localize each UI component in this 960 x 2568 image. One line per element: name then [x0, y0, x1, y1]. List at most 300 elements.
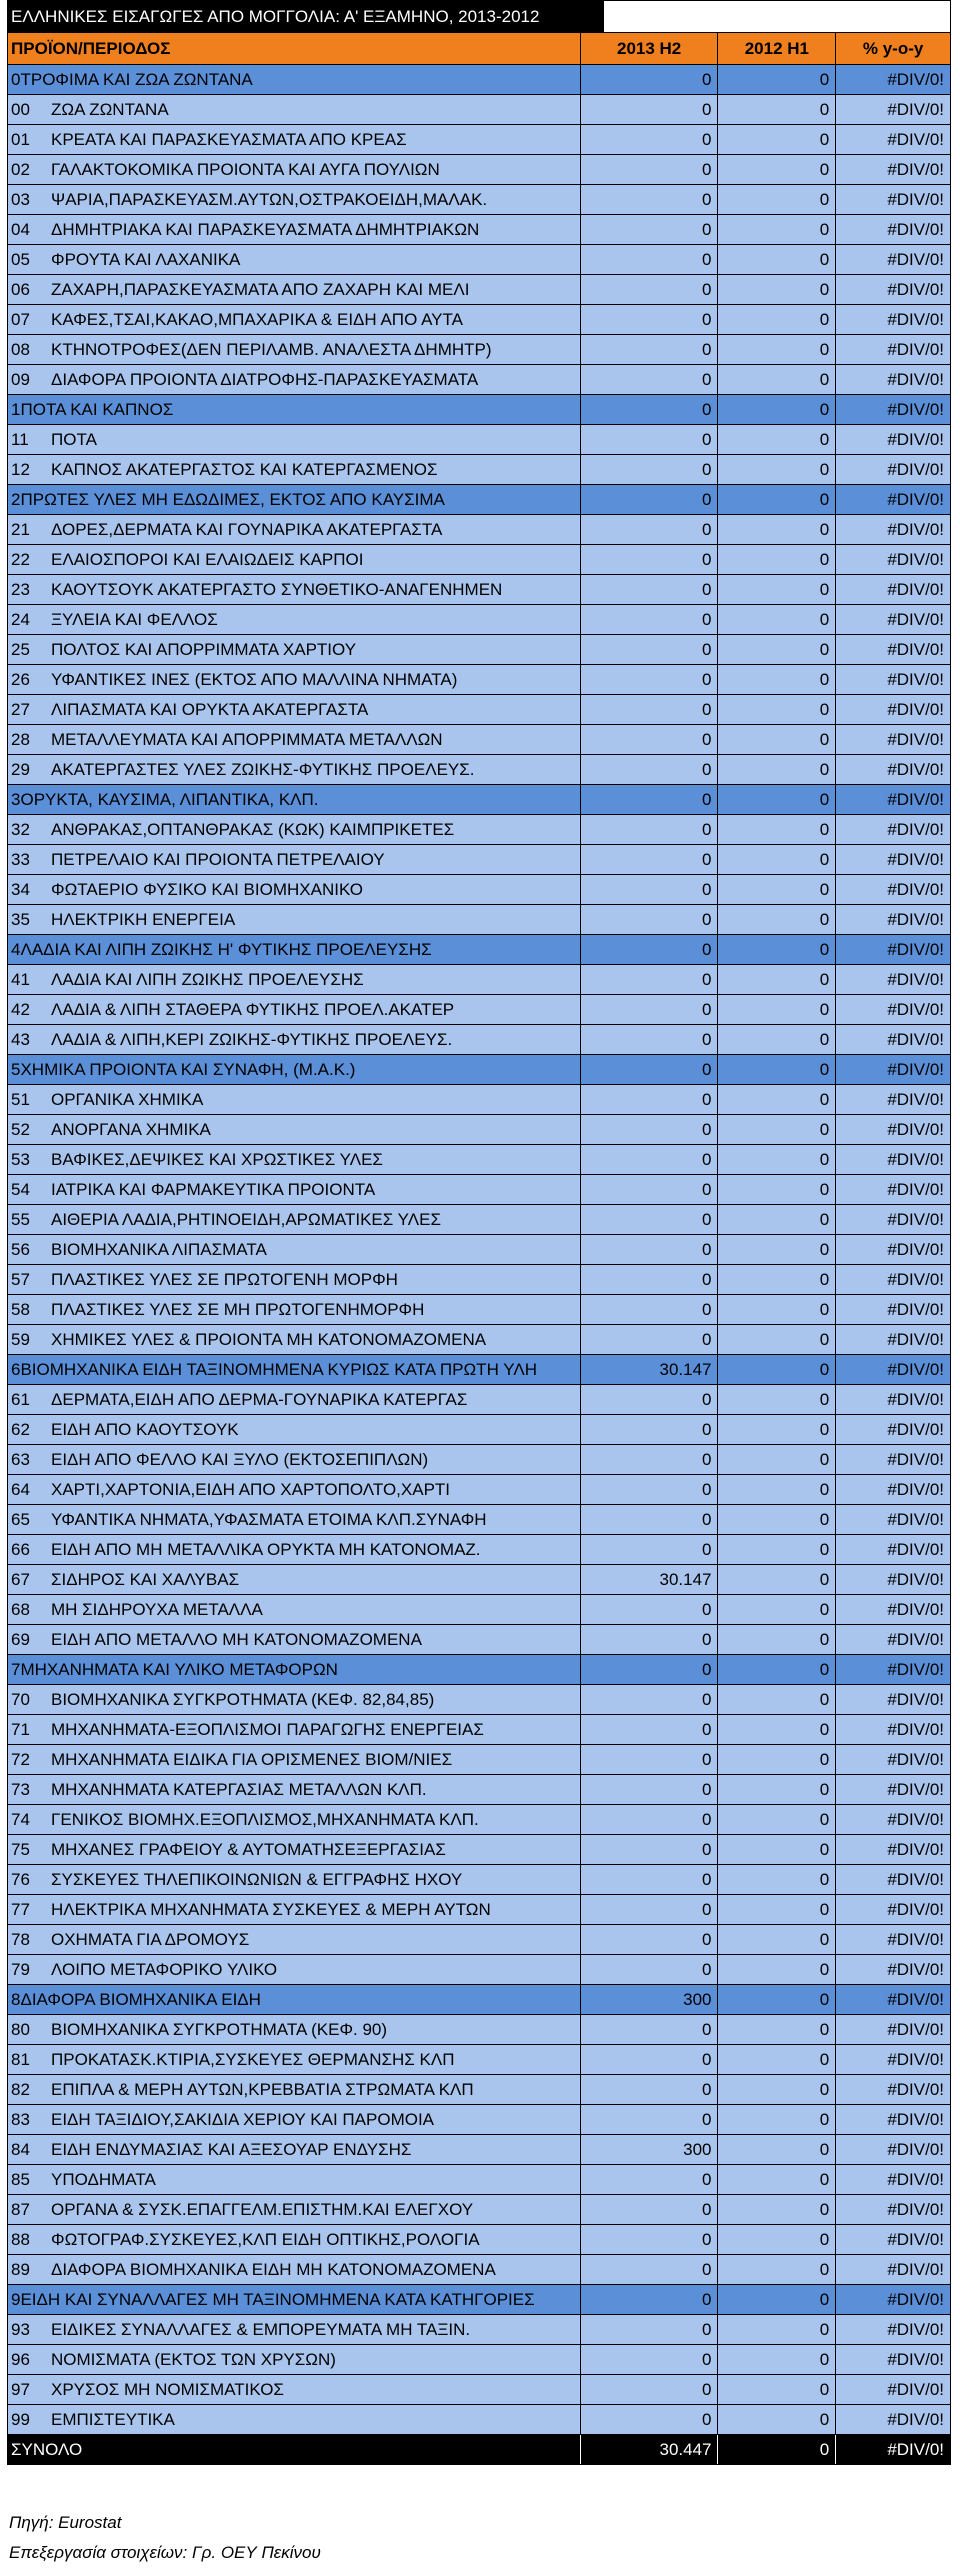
product-cell — [8, 2375, 581, 2404]
table-row — [7, 1835, 951, 1865]
product-name: ΔΙΑΦΟΡΑ ΠΡΟΙΟΝΤΑ ΔΙΑΤΡΟΦΗΣ-ΠΑΡΑΣΚΕΥΑΣΜΑΤΑ — [51, 369, 479, 389]
value-2013-h2: 0 — [581, 185, 719, 214]
product-code: 66 — [11, 1539, 30, 1559]
value-yoy: #DIV/0! — [887, 1689, 945, 1709]
value-2012-h1: 0 — [718, 1565, 836, 1594]
product-code: 97 — [11, 2379, 30, 2399]
value-2013-h2: 30.147 — [581, 1565, 719, 1594]
product-cell — [8, 725, 581, 754]
table-row — [7, 725, 951, 755]
product-cell — [8, 2165, 581, 2194]
product-name: ΟΡΓΑΝΑ & ΣΥΣΚ.ΕΠΑΓΓΕΛΜ.ΕΠΙΣΤΗΜ.ΚΑΙ ΕΛΕΓΧΟΥ — [51, 2199, 474, 2219]
value-yoy: #DIV/0! — [887, 2079, 945, 2099]
product-name: ΑΙΘΕΡΙΑ ΛΑΔΙΑ,ΡΗΤΙΝΟΕΙΔΗ,ΑΡΩΜΑΤΙΚΕΣ ΥΛΕΣ — [51, 1209, 441, 1229]
product-cell — [8, 1655, 581, 1684]
value-2012-h1: 0 — [718, 1655, 836, 1684]
value-2012-h1: 0 — [718, 695, 836, 724]
product-code: 02 — [11, 159, 30, 179]
value-yoy: #DIV/0! — [887, 1119, 945, 1139]
table-row — [7, 425, 951, 455]
value-yoy: #DIV/0! — [887, 2409, 945, 2429]
value-2013-h2: 0 — [581, 1085, 719, 1114]
value-2013-h2: 0 — [581, 1325, 719, 1354]
value-yoy: #DIV/0! — [887, 1359, 945, 1379]
product-name: ΠΕΤΡΕΛΑΙΟ ΚΑΙ ΠΡΟΙΟΝΤΑ ΠΕΤΡΕΛΑΙΟΥ — [51, 849, 385, 869]
product-cell — [8, 125, 581, 154]
table-row — [7, 1775, 951, 1805]
product-name: ΕΙΔΗ ΑΠΟ ΦΕΛΛΟ ΚΑΙ ΞΥΛΟ (ΕΚΤΟΣΕΠΙΠΛΩΝ) — [51, 1449, 429, 1469]
product-name: ΑΚΑΤΕΡΓΑΣΤΕΣ ΥΛΕΣ ΖΩΙΚΗΣ-ΦΥΤΙΚΗΣ ΠΡΟΕΛΕΥΣ. — [51, 759, 475, 779]
product-name: ΜΗΧΑΝΗΜΑΤΑ ΚΑΤΕΡΓΑΣΙΑΣ ΜΕΤΑΛΛΩΝ ΚΛΠ. — [51, 1779, 427, 1799]
value-2013-h2: 0 — [581, 1865, 719, 1894]
value-yoy: #DIV/0! — [887, 1629, 945, 1649]
value-yoy: #DIV/0! — [887, 729, 945, 749]
value-2013-h2: 0 — [581, 1235, 719, 1264]
value-2013-h2: 0 — [581, 605, 719, 634]
product-code: 78 — [11, 1929, 30, 1949]
category-code: 9 — [11, 2289, 21, 2309]
product-name: ΒΑΦΙΚΕΣ,ΔΕΨΙΚΕΣ ΚΑΙ ΧΡΩΣΤΙΚΕΣ ΥΛΕΣ — [51, 1149, 383, 1169]
value-2012-h1: 0 — [718, 1445, 836, 1474]
table-row — [7, 815, 951, 845]
value-yoy: #DIV/0! — [887, 2169, 945, 2189]
value-2013-h2: 0 — [581, 2105, 719, 2134]
value-yoy: #DIV/0! — [887, 189, 945, 209]
product-code: 74 — [11, 1809, 30, 1829]
value-2012-h1: 0 — [718, 2075, 836, 2104]
table-row — [7, 2015, 951, 2045]
product-cell — [8, 605, 581, 634]
value-2013-h2: 0 — [581, 215, 719, 244]
product-code: 04 — [11, 219, 30, 239]
product-code: 83 — [11, 2109, 30, 2129]
table-row — [7, 875, 951, 905]
product-cell — [8, 2045, 581, 2074]
value-yoy: #DIV/0! — [887, 279, 945, 299]
category-name: ΜΗΧΑΝΗΜΑΤΑ ΚΑΙ ΥΛΙΚΟ ΜΕΤΑΦΟΡΩΝ — [20, 1659, 338, 1679]
value-yoy: #DIV/0! — [887, 2439, 945, 2459]
product-cell — [8, 1805, 581, 1834]
product-name: ΣΙΔΗΡΟΣ ΚΑΙ ΧΑΛΥΒΑΣ — [51, 1569, 240, 1589]
product-name: ΔΕΡΜΑΤΑ,ΕΙΔΗ ΑΠΟ ΔΕΡΜΑ-ΓΟΥΝΑΡΙΚΑ ΚΑΤΕΡΓΑΣ — [51, 1389, 468, 1409]
product-code: 11 — [11, 429, 29, 449]
table-row — [7, 2195, 951, 2225]
product-cell — [8, 455, 581, 484]
product-code: 26 — [11, 669, 30, 689]
product-cell — [8, 275, 581, 304]
table-title: ΕΛΛΗΝΙΚΕΣ ΕΙΣΑΓΩΓΕΣ ΑΠΟ ΜΟΓΓΟΛΙΑ: Α' ΕΞΑΜΗΝΟ, 2013-2012 — [11, 6, 540, 26]
product-cell — [8, 2075, 581, 2104]
value-2012-h1: 0 — [718, 2135, 836, 2164]
product-name: ΜΗΧΑΝΕΣ ΓΡΑΦΕΙΟΥ & ΑΥΤΟΜΑΤΗΣΕΞΕΡΓΑΣΙΑΣ — [51, 1839, 446, 1859]
value-yoy: #DIV/0! — [887, 219, 945, 239]
product-name: ΕΙΔΙΚΕΣ ΣΥΝΑΛΛΑΓΕΣ & ΕΜΠΟΡΕΥΜΑΤΑ ΜΗ ΤΑΞΙΝ. — [51, 2319, 471, 2339]
value-2013-h2: 0 — [581, 485, 719, 514]
value-2012-h1: 0 — [718, 305, 836, 334]
value-2012-h1: 0 — [718, 1055, 836, 1084]
table-row — [7, 1175, 951, 1205]
category-code: 2 — [11, 489, 21, 509]
product-code: 21 — [11, 519, 30, 539]
value-2012-h1: 0 — [718, 1925, 836, 1954]
product-name: ΠΛΑΣΤΙΚΕΣ ΥΛΕΣ ΣΕ ΜΗ ΠΡΩΤΟΓΕΝΗΜΟΡΦΗ — [51, 1299, 425, 1319]
value-yoy: #DIV/0! — [887, 789, 945, 809]
value-2012-h1: 0 — [718, 1415, 836, 1444]
category-row — [7, 935, 951, 965]
table-row — [7, 2045, 951, 2075]
category-name: ΧΗΜΙΚΑ ΠΡΟΙΟΝΤΑ ΚΑΙ ΣΥΝΑΦΗ, (Μ.Α.Κ.) — [20, 1059, 356, 1079]
product-cell — [8, 485, 581, 514]
product-code: 58 — [11, 1299, 30, 1319]
category-name: ΟΡΥΚΤΑ, ΚΑΥΣΙΜΑ, ΛΙΠΑΝΤΙΚΑ, ΚΛΠ. — [20, 789, 319, 809]
value-yoy: #DIV/0! — [887, 1929, 945, 1949]
product-name: ΕΙΔΗ ΤΑΞΙΔΙΟΥ,ΣΑΚΙΔΙΑ ΧΕΡΙΟΥ ΚΑΙ ΠΑΡΟΜΟΙΑ — [51, 2109, 435, 2129]
table-row — [7, 1235, 951, 1265]
product-code: 24 — [11, 609, 30, 629]
product-code: 42 — [11, 999, 30, 1019]
value-2013-h2: 0 — [581, 1415, 719, 1444]
value-yoy: #DIV/0! — [887, 579, 945, 599]
product-cell — [8, 515, 581, 544]
product-name: ΓΑΛΑΚΤΟΚΟΜΙΚΑ ΠΡΟΙΟΝΤΑ ΚΑΙ ΑΥΓΑ ΠΟΥΛΙΩΝ — [51, 159, 440, 179]
table-row — [7, 665, 951, 695]
value-2012-h1: 0 — [718, 1025, 836, 1054]
product-name: ΛΟΙΠΟ ΜΕΤΑΦΟΡΙΚΟ ΥΛΙΚΟ — [51, 1959, 278, 1979]
value-2012-h1: 0 — [718, 455, 836, 484]
header-yoy: % y-o-y — [862, 38, 924, 58]
value-yoy: #DIV/0! — [887, 2259, 945, 2279]
category-row — [7, 1355, 951, 1385]
product-cell — [8, 1175, 581, 1204]
product-name: ΥΠΟΔΗΜΑΤΑ — [51, 2169, 156, 2189]
product-cell — [8, 785, 581, 814]
table-row — [7, 2165, 951, 2195]
product-code: 53 — [11, 1149, 30, 1169]
value-2013-h2: 0 — [581, 2015, 719, 2044]
column-header-row — [7, 33, 951, 65]
product-cell — [8, 1115, 581, 1144]
table-row — [7, 455, 951, 485]
category-row — [7, 2285, 951, 2315]
table-row — [7, 1955, 951, 1985]
value-2012-h1: 0 — [718, 2345, 836, 2374]
value-2012-h1: 0 — [718, 215, 836, 244]
source-note: Πηγή: Eurostat — [9, 2513, 122, 2532]
product-code: 72 — [11, 1749, 30, 1769]
product-code: 01 — [11, 129, 30, 149]
value-2013-h2: 0 — [581, 305, 719, 334]
value-2013-h2: 0 — [581, 1265, 719, 1294]
value-yoy: #DIV/0! — [887, 2289, 945, 2309]
value-yoy: #DIV/0! — [887, 2019, 945, 2039]
product-cell — [8, 2255, 581, 2284]
value-2012-h1: 0 — [718, 1325, 836, 1354]
value-2013-h2: 0 — [581, 125, 719, 154]
value-yoy: #DIV/0! — [887, 489, 945, 509]
table-row — [7, 1145, 951, 1175]
product-code: 96 — [11, 2349, 30, 2369]
value-yoy: #DIV/0! — [887, 1269, 945, 1289]
value-2012-h1: 0 — [718, 1835, 836, 1864]
product-cell — [8, 215, 581, 244]
category-name: ΠΟΤΑ ΚΑΙ ΚΑΠΝΟΣ — [20, 399, 174, 419]
value-2012-h1: 0 — [718, 2435, 836, 2464]
product-cell — [8, 2105, 581, 2134]
value-2012-h1: 0 — [718, 2195, 836, 2224]
product-code: 23 — [11, 579, 30, 599]
product-code: 27 — [11, 699, 30, 719]
product-cell — [8, 2405, 581, 2434]
value-2012-h1: 0 — [718, 1175, 836, 1204]
product-code: 82 — [11, 2079, 30, 2099]
product-cell — [8, 1295, 581, 1324]
value-yoy: #DIV/0! — [887, 249, 945, 269]
value-yoy: #DIV/0! — [887, 1299, 945, 1319]
product-code: 09 — [11, 369, 30, 389]
value-2012-h1: 0 — [718, 1475, 836, 1504]
product-cell — [8, 1025, 581, 1054]
value-2012-h1: 0 — [718, 1745, 836, 1774]
table-row — [7, 2315, 951, 2345]
product-cell — [8, 1205, 581, 1234]
value-2013-h2: 0 — [581, 2075, 719, 2104]
product-cell — [8, 1415, 581, 1444]
value-2013-h2: 0 — [581, 815, 719, 844]
table-row — [7, 1895, 951, 1925]
value-2012-h1: 0 — [718, 2285, 836, 2314]
table-row — [7, 575, 951, 605]
value-2013-h2: 0 — [581, 425, 719, 454]
product-cell — [8, 635, 581, 664]
value-2013-h2: 0 — [581, 635, 719, 664]
table-row — [7, 245, 951, 275]
value-2013-h2: 30.147 — [581, 1355, 719, 1384]
value-yoy: #DIV/0! — [887, 1989, 945, 2009]
value-2012-h1: 0 — [718, 965, 836, 994]
value-yoy: #DIV/0! — [887, 639, 945, 659]
value-2012-h1: 0 — [718, 515, 836, 544]
table-row — [7, 2105, 951, 2135]
value-2013-h2: 0 — [581, 1385, 719, 1414]
product-code: 88 — [11, 2229, 30, 2249]
value-2013-h2: 300 — [581, 2135, 719, 2164]
value-2013-h2: 0 — [581, 1895, 719, 1924]
table-row — [7, 335, 951, 365]
value-yoy: #DIV/0! — [887, 1599, 945, 1619]
product-name: ΖΩΑ ΖΩΝΤΑΝΑ — [51, 99, 169, 119]
value-2013-h2: 0 — [581, 935, 719, 964]
table-row — [7, 1805, 951, 1835]
value-2013-h2: 0 — [581, 2255, 719, 2284]
value-2013-h2: 0 — [581, 1025, 719, 1054]
value-2012-h1: 0 — [718, 2405, 836, 2434]
product-cell — [8, 845, 581, 874]
category-row — [7, 1655, 951, 1685]
product-name: ΜΗ ΣΙΔΗΡΟΥΧΑ ΜΕΤΑΛΛΑ — [51, 1599, 263, 1619]
table-row — [7, 1385, 951, 1415]
product-name: ΔΙΑΦΟΡΑ ΒΙΟΜΗΧΑΝΙΚΑ ΕΙΔΗ ΜΗ ΚΑΤΟΝΟΜΑΖΟΜΕΝΑ — [51, 2259, 496, 2279]
product-cell — [8, 965, 581, 994]
product-name: ΜΗΧΑΝΗΜΑΤΑ-ΕΞΟΠΛΙΣΜΟΙ ΠΑΡΑΓΩΓΗΣ ΕΝΕΡΓΕΙΑΣ — [51, 1719, 484, 1739]
product-name: ΛΑΔΙΑ ΚΑΙ ΛΙΠΗ ΖΩΙΚΗΣ ΠΡΟΕΛΕΥΣΗΣ — [51, 969, 364, 989]
value-2012-h1: 0 — [718, 1205, 836, 1234]
value-2013-h2: 0 — [581, 545, 719, 574]
value-2012-h1: 0 — [718, 635, 836, 664]
value-yoy: #DIV/0! — [887, 1179, 945, 1199]
value-yoy: #DIV/0! — [887, 1719, 945, 1739]
product-name: ΒΙΟΜΗΧΑΝΙΚΑ ΣΥΓΚΡΟΤΗΜΑΤΑ (ΚΕΦ. 90) — [51, 2019, 388, 2039]
product-name: ΟΡΓΑΝΙΚΑ ΧΗΜΙΚΑ — [51, 1089, 204, 1109]
table-row — [7, 1265, 951, 1295]
value-2013-h2: 0 — [581, 275, 719, 304]
value-yoy: #DIV/0! — [887, 849, 945, 869]
value-2012-h1: 0 — [718, 125, 836, 154]
table-row — [7, 1595, 951, 1625]
product-code: 65 — [11, 1509, 30, 1529]
product-code: 28 — [11, 729, 30, 749]
product-name: ΕΙΔΗ ΑΠΟ ΜΕΤΑΛΛΟ ΜΗ ΚΑΤΟΝΟΜΑΖΟΜΕΝΑ — [51, 1629, 422, 1649]
value-2013-h2: 0 — [581, 725, 719, 754]
table-row — [7, 1625, 951, 1655]
value-yoy: #DIV/0! — [887, 1329, 945, 1349]
value-yoy: #DIV/0! — [887, 2379, 945, 2399]
product-cell: ΣΥΝΟΛΟ — [8, 2435, 581, 2464]
product-cell — [8, 2195, 581, 2224]
value-2012-h1: 0 — [718, 1535, 836, 1564]
value-yoy: #DIV/0! — [887, 699, 945, 719]
product-name: ΞΥΛΕΙΑ ΚΑΙ ΦΕΛΛΟΣ — [51, 609, 218, 629]
product-name: ΙΑΤΡΙΚΑ ΚΑΙ ΦΑΡΜΑΚΕΥΤΙΚΑ ΠΡΟΙΟΝΤΑ — [51, 1179, 376, 1199]
product-name: ΣΥΣΚΕΥΕΣ ΤΗΛΕΠΙΚΟΙΝΩΝΙΩΝ & ΕΓΓΡΑΦΗΣ ΗΧΟΥ — [51, 1869, 463, 1889]
value-yoy: #DIV/0! — [887, 429, 945, 449]
table-row — [7, 545, 951, 575]
value-2012-h1: 0 — [718, 1895, 836, 1924]
product-code: 73 — [11, 1779, 30, 1799]
product-cell — [8, 95, 581, 124]
product-name: ΗΛΕΚΤΡΙΚΗ ΕΝΕΡΓΕΙΑ — [51, 909, 236, 929]
table-row — [7, 365, 951, 395]
value-2013-h2: 0 — [581, 1835, 719, 1864]
value-yoy: #DIV/0! — [887, 159, 945, 179]
category-row — [7, 1055, 951, 1085]
value-2013-h2: 300 — [581, 1985, 719, 2014]
value-2013-h2: 0 — [581, 1145, 719, 1174]
table-row — [7, 1565, 951, 1595]
table-row — [7, 1025, 951, 1055]
category-name: ΤΡΟΦΙΜΑ ΚΑΙ ΖΩΑ ΖΩΝΤΑΝΑ — [20, 69, 253, 89]
value-yoy: #DIV/0! — [887, 939, 945, 959]
table-row — [7, 1205, 951, 1235]
product-cell — [8, 875, 581, 904]
table-row — [7, 1505, 951, 1535]
product-name: ΔΗΜΗΤΡΙΑΚΑ ΚΑΙ ΠΑΡΑΣΚΕΥΑΣΜΑΤΑ ΔΗΜΗΤΡΙΑΚΩΝ — [51, 219, 480, 239]
value-2012-h1: 0 — [718, 1865, 836, 1894]
value-2013-h2: 0 — [581, 2405, 719, 2434]
table-row — [7, 2255, 951, 2285]
product-code: 05 — [11, 249, 30, 269]
value-2012-h1: 0 — [718, 725, 836, 754]
product-code: 81 — [11, 2049, 30, 2069]
product-code: 22 — [11, 549, 30, 569]
product-cell — [8, 1835, 581, 1864]
value-2012-h1: 0 — [718, 755, 836, 784]
product-cell — [8, 2135, 581, 2164]
value-yoy: #DIV/0! — [887, 2109, 945, 2129]
category-name: ΛΑΔΙΑ ΚΑΙ ΛΙΠΗ ΖΩΙΚΗΣ Η' ΦΥΤΙΚΗΣ ΠΡΟΕΛΕΥΣΗΣ — [20, 939, 432, 959]
value-2012-h1: 0 — [718, 545, 836, 574]
product-cell — [8, 665, 581, 694]
product-name: ΠΡΟΚΑΤΑΣΚ.ΚΤΙΡΙΑ,ΣΥΣΚΕΥΕΣ ΘΕΡΜΑΝΣΗΣ ΚΛΠ — [51, 2049, 455, 2069]
value-2013-h2: 0 — [581, 875, 719, 904]
table-row — [7, 1295, 951, 1325]
category-row — [7, 1985, 951, 2015]
value-2013-h2: 0 — [581, 515, 719, 544]
product-cell — [8, 2015, 581, 2044]
table-row — [7, 845, 951, 875]
product-name: ΦΩΤΟΓΡΑΦ.ΣΥΣΚΕΥΕΣ,ΚΛΠ ΕΙΔΗ ΟΠΤΙΚΗΣ,ΡΟΛΟΓΙΑ — [51, 2229, 480, 2249]
value-yoy: #DIV/0! — [887, 1569, 945, 1589]
category-code: 8 — [11, 1989, 21, 2009]
value-2013-h2: 0 — [581, 2375, 719, 2404]
product-code: 25 — [11, 639, 30, 659]
value-yoy: #DIV/0! — [887, 2139, 945, 2159]
table-row — [7, 2075, 951, 2105]
value-yoy: #DIV/0! — [887, 1449, 945, 1469]
value-yoy: #DIV/0! — [887, 1959, 945, 1979]
value-2013-h2: 0 — [581, 1745, 719, 1774]
product-code: 75 — [11, 1839, 30, 1859]
category-code: 5 — [11, 1059, 21, 1079]
value-2012-h1: 0 — [718, 155, 836, 184]
category-code: 7 — [11, 1659, 21, 1679]
product-name: ΦΡΟΥΤΑ ΚΑΙ ΛΑΧΑΝΙΚΑ — [51, 249, 241, 269]
table-row — [7, 1475, 951, 1505]
product-code: 59 — [11, 1329, 30, 1349]
category-code: 0 — [11, 69, 21, 89]
value-2013-h2: 0 — [581, 155, 719, 184]
product-code: 32 — [11, 819, 30, 839]
product-code: 87 — [11, 2199, 30, 2219]
value-2013-h2: 0 — [581, 2195, 719, 2224]
value-2012-h1: 0 — [718, 1085, 836, 1114]
value-yoy: #DIV/0! — [887, 909, 945, 929]
table-row — [7, 1925, 951, 1955]
value-2012-h1: 0 — [718, 1775, 836, 1804]
category-code: 4 — [11, 939, 21, 959]
product-cell — [8, 1625, 581, 1654]
value-2013-h2: 0 — [581, 245, 719, 274]
table-row — [7, 965, 951, 995]
processing-note: Επεξεργασία στοιχείων: Γρ. ΟΕΥ Πεκίνου — [9, 2543, 321, 2562]
product-code: 76 — [11, 1869, 30, 1889]
value-yoy: #DIV/0! — [887, 549, 945, 569]
value-yoy: #DIV/0! — [887, 819, 945, 839]
value-yoy: #DIV/0! — [887, 879, 945, 899]
product-name: ΑΝΟΡΓΑΝΑ ΧΗΜΙΚΑ — [51, 1119, 211, 1139]
value-2012-h1: 0 — [718, 575, 836, 604]
header-product: ΠΡΟΪΟΝ/ΠΕΡΙΟΔΟΣ — [8, 33, 581, 64]
product-code: 54 — [11, 1179, 30, 1199]
product-cell — [8, 1235, 581, 1264]
product-name: ΧΗΜΙΚΕΣ ΥΛΕΣ & ΠΡΟΙΟΝΤΑ ΜΗ ΚΑΤΟΝΟΜΑΖΟΜΕΝΑ — [51, 1329, 487, 1349]
value-2012-h1: 0 — [718, 1955, 836, 1984]
value-yoy: #DIV/0! — [887, 1869, 945, 1889]
category-code: 6 — [11, 1359, 21, 1379]
value-2012-h1: 0 — [718, 815, 836, 844]
product-name: ΒΙΟΜΗΧΑΝΙΚΑ ΣΥΓΚΡΟΤΗΜΑΤΑ (ΚΕΦ. 82,84,85) — [51, 1689, 435, 1709]
product-code: 12 — [11, 459, 30, 479]
product-name: ΒΙΟΜΗΧΑΝΙΚΑ ΛΙΠΑΣΜΑΤΑ — [51, 1239, 267, 1259]
